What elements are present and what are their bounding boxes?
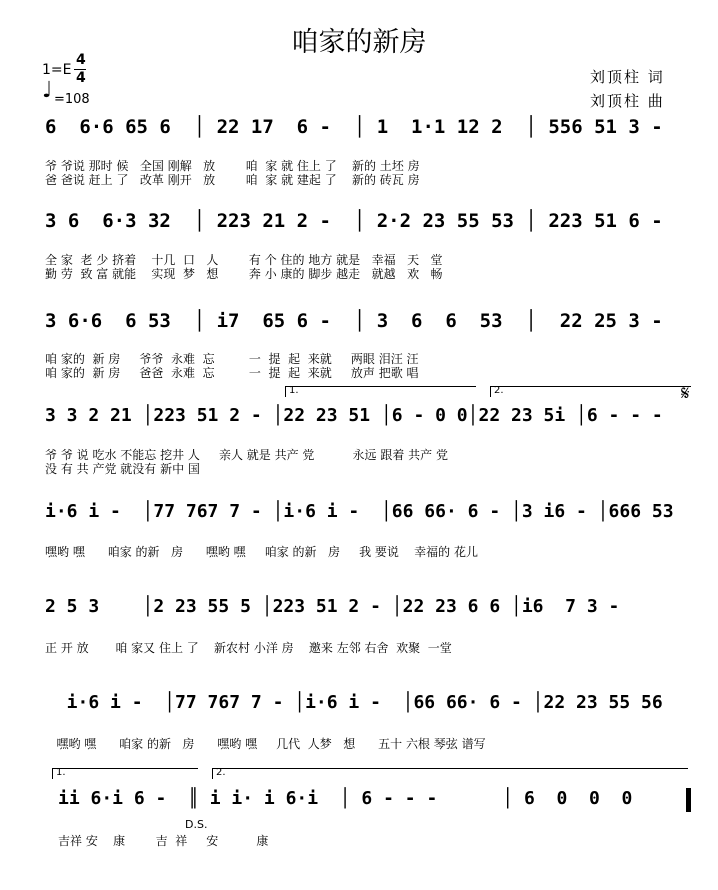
- segno-icon: 𝄋: [681, 381, 690, 405]
- dal-segno-marking: D.S.: [185, 818, 208, 831]
- system-3-lyrics-1: 咱 家的 新 房 爷爷 永难 忘 一 提 起 来就 两眼 泪汪 汪: [45, 352, 419, 366]
- system-7-notes: i·6 i - │77 767 7 - │i·6 i - │66 66· 6 - │22 23 55 56: [45, 692, 663, 713]
- volta-2-bracket: 2.: [490, 386, 691, 397]
- time-signature-top: 4: [76, 52, 86, 68]
- tempo-marking: =108: [54, 92, 90, 107]
- system-4-lyrics-2: 没 有 共 产党 就没有 新中 国: [45, 462, 200, 476]
- system-1-lyrics-1: 爷 爷说 那时 候 全国 刚解 放 咱 家 就 住上 了 新的 土坯 房: [45, 159, 420, 173]
- system-6-notes: 2 5 3 │2 23 55 5 │223 51 2 - │22 23 6 6 │i6 7 3 -: [45, 596, 620, 617]
- system-1-notes: 6 6·6 65 6 │ 22 17 6 - │ 1 1·1 12 2 │ 556 51 3 -: [45, 116, 663, 138]
- system-2-lyrics-2: 勤 劳 致 富 就能 实现 梦 想 奔 小 康的 脚步 越走 就越 欢 畅: [45, 267, 443, 281]
- quarter-note-icon: ♩: [42, 78, 53, 103]
- final-barline: [686, 788, 691, 812]
- system-6-lyrics-1: 正 开 放 咱 家又 住上 了 新农村 小洋 房 邀来 左邻 右舍 欢聚 一堂: [45, 641, 452, 655]
- system-8-notes: ii 6·i 6 - ║ i i· i 6·i │ 6 - - - │ 6 0 0 0: [58, 788, 633, 809]
- system-7-lyrics-1: 嘿哟 嘿 咱家 的新 房 嘿哟 嘿 几代 人梦 想 五十 六根 琴弦 谱写: [45, 737, 486, 751]
- volta-1-bracket: 1.: [285, 386, 476, 397]
- system-3-lyrics-2: 咱 家的 新 房 爸爸 永难 忘 一 提 起 来就 放声 把歌 唱: [45, 366, 419, 380]
- system-2-notes: 3 6 6·3 32 │ 223 21 2 - │ 2·2 23 55 53 │ 223 51 6 -: [45, 210, 663, 232]
- system-5-lyrics-1: 嘿哟 嘿 咱家 的新 房 嘿哟 嘿 咱家 的新 房 我 要说 幸福的 花儿: [45, 545, 478, 559]
- volta-2-bracket-2: 2.: [212, 768, 688, 779]
- lyricist-credit: 刘顶柱 词: [590, 68, 665, 86]
- volta-1-bracket-2: 1.: [52, 768, 198, 779]
- song-title: 咱家的新房: [291, 27, 427, 58]
- system-4-lyrics-1: 爷 爷 说 吃水 不能忘 挖井 人 亲人 就是 共产 党 永远 跟着 共产 党: [45, 448, 448, 462]
- system-1-lyrics-2: 爸 爸说 赶上 了 改革 刚开 放 咱 家 就 建起 了 新的 砖瓦 房: [45, 173, 420, 187]
- system-3-notes: 3 6·6 6 53 │ i7 65 6 - │ 3 6 6 53 │ 22 25 3 -: [45, 310, 663, 332]
- time-signature-bottom: 4: [76, 70, 86, 86]
- system-4-notes: 3 3 2 21 │223 51 2 - │22 23 51 │6 - 0 0│22 23 5i │6 - - -: [45, 405, 663, 426]
- composer-credit: 刘顶柱 曲: [590, 92, 665, 110]
- key-signature: 1=E: [42, 62, 72, 78]
- system-8-lyrics-1: 吉祥 安 康 吉 祥 安 康: [58, 834, 269, 848]
- system-5-notes: i·6 i - │77 767 7 - │i·6 i - │66 66· 6 - │3 i6 - │666 53: [45, 501, 674, 522]
- system-2-lyrics-1: 全 家 老 少 挤着 十几 口 人 有 个 住的 地方 就是 幸福 天 堂: [45, 253, 443, 267]
